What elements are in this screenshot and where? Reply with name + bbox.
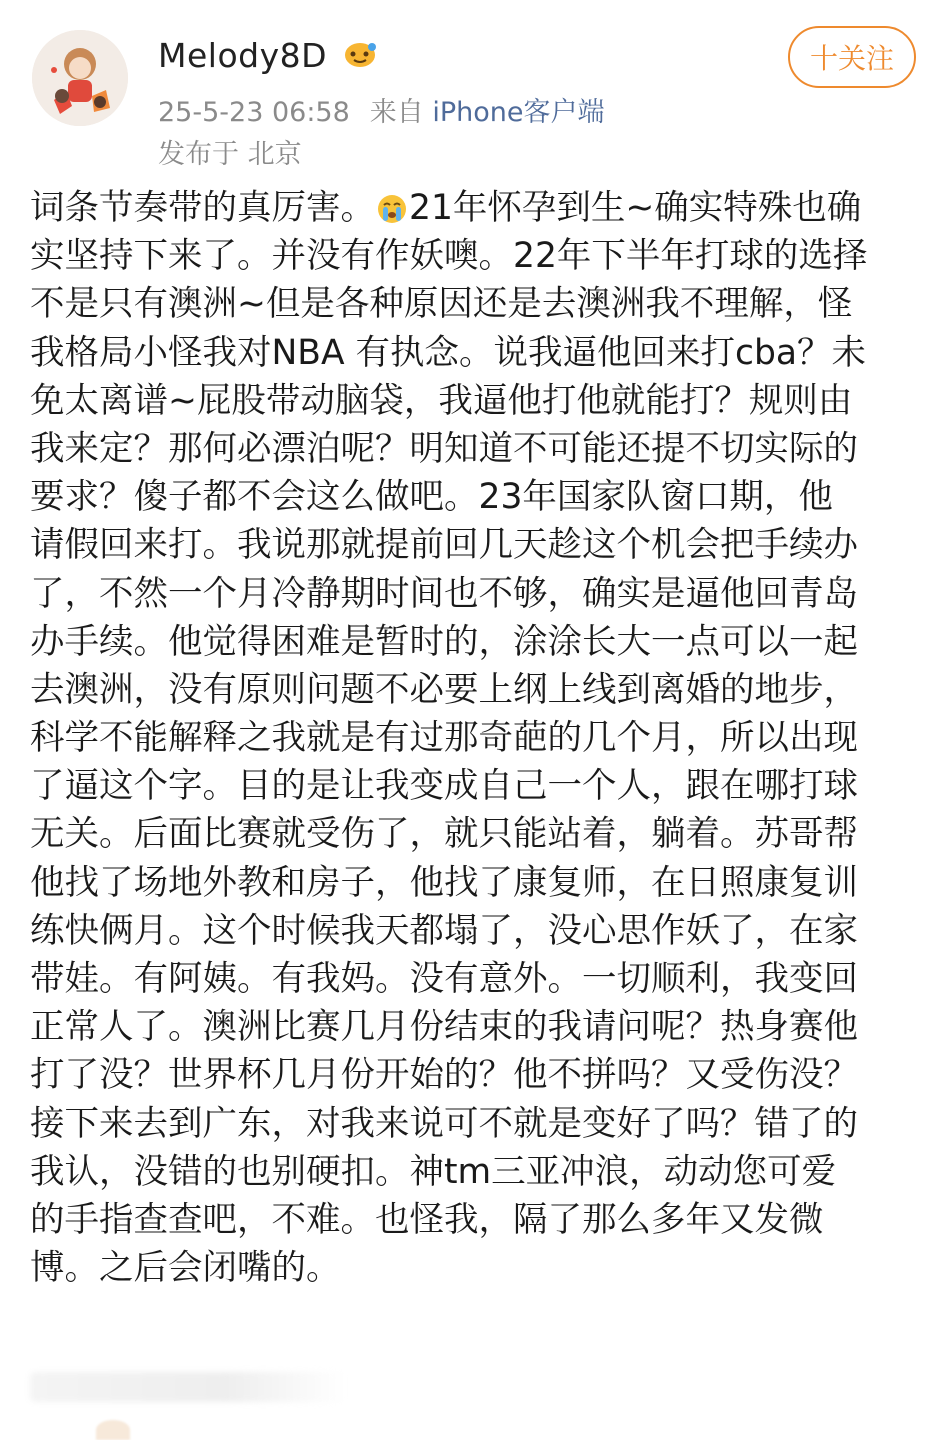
body-line: 不是只有澳洲~但是各种原因还是去澳洲我不理解，怪	[30, 284, 853, 325]
body-line: 了逼这个字。目的是让我变成自己一个人，跟在哪打球	[30, 766, 858, 807]
body-line: 免太离谱~屁股带动脑袋，我逼他打他就能打？规则由	[30, 380, 853, 421]
body-line: 要求？傻子都不会这么做吧。23年国家队窗口期，他	[30, 477, 833, 518]
avatar[interactable]	[32, 30, 128, 126]
body-line-segment: 21年怀孕到生~确实特殊也确	[409, 188, 862, 228]
body-line: 接下来去到广东，对我来说可不就是变好了吗？错了的	[30, 1103, 858, 1144]
source-client-link[interactable]: iPhone客户端	[432, 97, 605, 128]
post-date: 25-5-23 06:58	[158, 97, 350, 128]
username[interactable]: Melody8D	[158, 36, 328, 75]
body-line	[30, 184, 918, 232]
post-body	[30, 184, 918, 1292]
body-line: 实坚持下来了。并没有作妖噢。22年下半年打球的选择	[30, 236, 868, 277]
post-meta	[158, 90, 605, 129]
body-line: 请假回来打。我说那就提前回几天趁这个机会把手续办	[30, 525, 858, 566]
post-location: 发布于 北京	[158, 139, 302, 170]
body-line: 的手指查查吧，不难。也怪我，隔了那么多年又发微	[30, 1199, 824, 1240]
body-line: 无关。后面比赛就受伤了，就只能站着，躺着。苏哥帮	[30, 814, 858, 855]
yellow-badge-icon	[342, 38, 378, 70]
blurred-footer-icon	[96, 1420, 130, 1440]
body-line-segment: 词条节奏带的真厉害。	[30, 188, 375, 228]
body-line: 正常人了。澳洲比赛几月份结束的我请问呢？热身赛他	[30, 1007, 858, 1048]
body-line: 带娃。有阿姨。有我妈。没有意外。一切顺利，我变回	[30, 959, 858, 999]
body-line: 我来定？那何必漂泊呢？明知道不可能还提不切实际的	[30, 428, 858, 469]
source-prefix: 来自	[369, 97, 424, 128]
body-line: 我认，没错的也别硬扣。神tm三亚冲浪，动动您可爱	[30, 1151, 837, 1192]
body-line: 打了没？世界杯几月份开始的？他不拼吗？又受伤没？	[30, 1055, 858, 1096]
crying-emoji-icon	[376, 190, 408, 238]
blurred-footer-strip	[30, 1372, 350, 1402]
body-line: 他找了场地外教和房子，他找了康复师，在日照康复训	[30, 862, 858, 903]
body-line: 科学不能解释之我就是有过那奇葩的几个月，所以出现	[30, 718, 858, 759]
post-header	[0, 0, 948, 180]
body-line: 我格局小怪我对NBA 有执念。说我逼他回来打cba？未	[30, 332, 867, 373]
body-line: 练快俩月。这个时候我天都塌了，没心思作妖了，在家	[30, 910, 858, 951]
body-line: 去澳洲，没有原则问题不必要上纲上线到离婚的地步，	[30, 669, 858, 710]
body-line: 博。之后会闭嘴的。	[30, 1248, 341, 1289]
follow-button[interactable]: 十关注	[788, 26, 916, 88]
body-line: 办手续。他觉得困难是暂时的，涂涂长大一点可以一起	[30, 621, 858, 662]
body-line: 了，不然一个月冷静期时间也不够，确实是逼他回青岛	[30, 573, 858, 614]
